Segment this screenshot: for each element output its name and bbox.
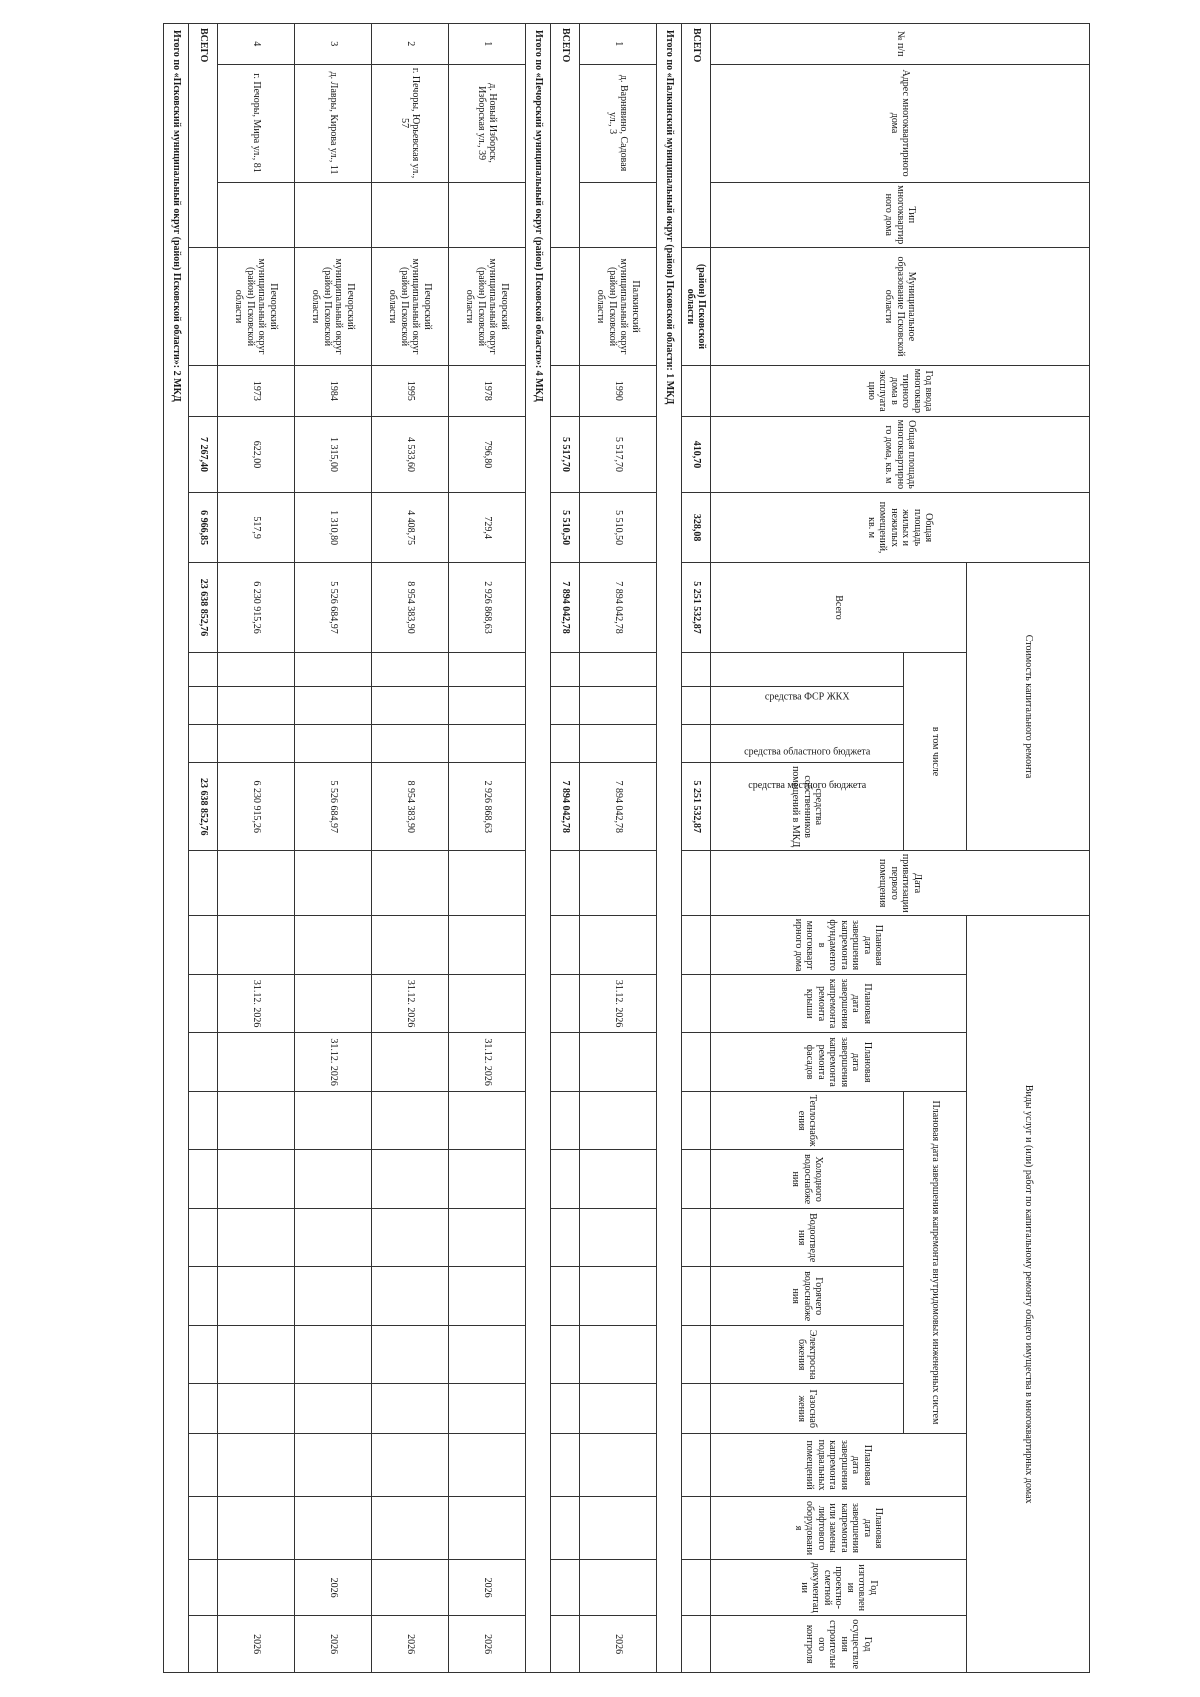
top-total-owners: 5 251 532,87 (682, 763, 711, 851)
row-address: г. Печоры, Мира ул., 81 (218, 64, 295, 182)
header-cold: Холодного водоснабжения (711, 1150, 904, 1209)
row-design (580, 1560, 657, 1616)
row-cost-total: 7 894 042,78 (580, 563, 657, 653)
row-control: 2026 (580, 1616, 657, 1673)
row-cost-total: 2 926 868,63 (449, 563, 526, 653)
row-premises-area: 517,9 (218, 493, 295, 563)
header-owners: средства собственников помещений в МКД (711, 763, 904, 851)
group1-title: Итого по «Палкинский муниципальный округ (район) Псковской области: 1 МКД (657, 24, 682, 1673)
header-systems-group: Плановая дата завершения капремонта внутридомовых инженерных систем (904, 1091, 967, 1433)
header-facade: Плановая дата завершения капремонта ремонта фасадов (711, 1033, 967, 1092)
group1-total-area: 5 517,70 (551, 416, 580, 493)
row-design: 2026 (449, 1560, 526, 1616)
header-num: № п/п (711, 24, 1090, 65)
group2-total-owners: 23 638 852,76 (189, 763, 218, 851)
header-gas: Газоснабжения (711, 1384, 904, 1434)
header-cost-group: Стоимость капитального ремонта (967, 563, 1090, 851)
row-owners: 7 894 042,78 (580, 763, 657, 851)
row-address: д. Варнявино, Садовая ул., 3 (580, 64, 657, 182)
row-control: 2026 (218, 1616, 295, 1673)
header-basement: Плановая дата завершения капремонта подвальных помещений (711, 1434, 967, 1497)
header-cost-total: Всего (711, 563, 967, 653)
group1-total-cost: 7 894 042,78 (551, 563, 580, 653)
group2-total-cost: 23 638 852,76 (189, 563, 218, 653)
table-row (580, 24, 657, 1673)
rotated-register-table (110, 23, 1090, 1673)
row-cost-total: 5 526 684,97 (295, 563, 372, 653)
row-owners: 6 230 915,26 (218, 763, 295, 851)
header-control: Год осуществления строительного контроля (711, 1616, 967, 1673)
row-year: 1990 (580, 366, 657, 417)
row-address: д. Лавры, Кирова ул., 11 (295, 64, 372, 182)
row-total-area: 796,80 (449, 416, 526, 493)
row-design (372, 1560, 449, 1616)
top-total-label: ВСЕГО (682, 24, 711, 248)
row-premises-area: 1 310,80 (295, 493, 372, 563)
group1-total-owners: 7 894 042,78 (551, 763, 580, 851)
table-row (295, 24, 372, 1673)
row-roof (449, 974, 526, 1033)
row-design (218, 1560, 295, 1616)
header-elevator: Плановая дата завершения капремонта или замены лифтового оборудования (711, 1497, 967, 1560)
row-total-area: 622,00 (218, 416, 295, 493)
footer-group-title: Итого по «Псковский муниципальный округ (район) Псковской области»: 2 МКД (164, 24, 189, 1673)
row-address: д. Новый Изборск, Изборская ул., 39 (449, 64, 526, 182)
row-year: 1973 (218, 366, 295, 417)
row-total-area: 5 517,70 (580, 416, 657, 493)
row-municipality: Печорский муниципальный округ (район) Псковской области (372, 247, 449, 365)
header-roof: Плановая дата завершения капремонта ремонта крыши (711, 974, 967, 1033)
row-premises-area: 5 510,50 (580, 493, 657, 563)
row-total-area: 4 533,60 (372, 416, 449, 493)
header-fund: средства ФСР ЖКХ (711, 653, 904, 687)
row-control: 2026 (372, 1616, 449, 1673)
capital-repair-register (163, 23, 1090, 1673)
top-total-premises: 328,08 (682, 493, 711, 563)
row-number: 1 (580, 24, 657, 65)
row-year: 1978 (449, 366, 526, 417)
row-roof: 31.12. 2026 (580, 974, 657, 1033)
row-premises-area: 4 408,75 (372, 493, 449, 563)
row-control: 2026 (295, 1616, 372, 1673)
header-heat: Теплоснабжения (711, 1091, 904, 1150)
group1-total-premises: 5 510,50 (551, 493, 580, 563)
row-facade: 31.12. 2026 (295, 1033, 372, 1092)
row-facade (580, 1033, 657, 1092)
header-year-built: Год ввода многоквартирного дома в эксплуатацию (711, 366, 1090, 417)
table-row (449, 24, 526, 1673)
row-cost-total: 6 230 915,26 (218, 563, 295, 653)
header-incl: в том числе (904, 653, 967, 851)
row-number: 3 (295, 24, 372, 65)
header-works-group: Виды услуг и (или) работ по капитальному ремонту общего имущества в многоквартирных домах (967, 916, 1090, 1673)
header-municipality: Муниципальное образование Псковской области (711, 247, 1090, 365)
group1-total-row (551, 24, 580, 1673)
row-number: 4 (218, 24, 295, 65)
row-municipality: Печорский муниципальный округ (район) Псковской области (218, 247, 295, 365)
row-year: 1995 (372, 366, 449, 417)
row-municipality: Печорский муниципальный округ (район) Псковской области (295, 247, 372, 365)
row-owners: 8 954 383,90 (372, 763, 449, 851)
row-number: 1 (449, 24, 526, 65)
row-municipality: Палкинский муниципальный округ (район) Псковской области (580, 247, 657, 365)
group2-total-label: ВСЕГО (189, 24, 218, 248)
top-total-cost: 5 251 532,87 (682, 563, 711, 653)
row-municipality: Печорский муниципальный округ (район) Псковской области (449, 247, 526, 365)
row-design: 2026 (295, 1560, 372, 1616)
row-cost-total: 8 954 383,90 (372, 563, 449, 653)
group2-title: Итого по «Печорский муниципальный округ (район) Псковской области»: 4 МКД (526, 24, 551, 1673)
header-local: средства местного бюджета (711, 725, 904, 763)
row-number: 2 (372, 24, 449, 65)
row-control: 2026 (449, 1616, 526, 1673)
group1-total-label: ВСЕГО (551, 24, 580, 248)
top-total-municipality: (район) Псковской области (682, 247, 711, 365)
row-owners: 2 926 868,63 (449, 763, 526, 851)
group2-total-row (189, 24, 218, 1673)
header-power: Электроснабжения (711, 1325, 904, 1384)
top-total-area: 410,70 (682, 416, 711, 493)
row-owners: 5 526 684,97 (295, 763, 372, 851)
header-regional: средства областного бюджета (711, 686, 904, 724)
header-foundation: Плановая дата завершения капремонта фундаментов многоквартирного дома (711, 916, 967, 975)
table-row (372, 24, 449, 1673)
top-total-row (682, 24, 711, 1673)
header-address: Адрес многоквартирного дома (711, 64, 1090, 182)
row-roof: 31.12. 2026 (372, 974, 449, 1033)
header-sewer: Водоотведения (711, 1208, 904, 1267)
header-hot: Горячего водоснабжения (711, 1267, 904, 1326)
row-facade (372, 1033, 449, 1092)
table-row (218, 24, 295, 1673)
row-premises-area: 729,4 (449, 493, 526, 563)
header-privatization: Дата приватизации первого помещения (711, 851, 1090, 916)
row-total-area: 1 315,00 (295, 416, 372, 493)
header-premises-area: Общая площадь жилых и нежилых помещений, кв. м (711, 493, 1090, 563)
header-total-area: Общая площадь многоквартирного дома, кв. м (711, 416, 1090, 493)
row-facade (218, 1033, 295, 1092)
header-house-type: Тип многоквартирного дома (711, 182, 1090, 247)
header-design: Год изготовления проектно-сметной документации (711, 1560, 967, 1616)
row-address: г. Печоры, Юрьевская ул., 57 (372, 64, 449, 182)
row-roof (295, 974, 372, 1033)
group2-total-area: 7 267,40 (189, 416, 218, 493)
group2-total-premises: 6 966,85 (189, 493, 218, 563)
row-year: 1984 (295, 366, 372, 417)
row-facade: 31.12. 2026 (449, 1033, 526, 1092)
row-roof: 31.12. 2026 (218, 974, 295, 1033)
